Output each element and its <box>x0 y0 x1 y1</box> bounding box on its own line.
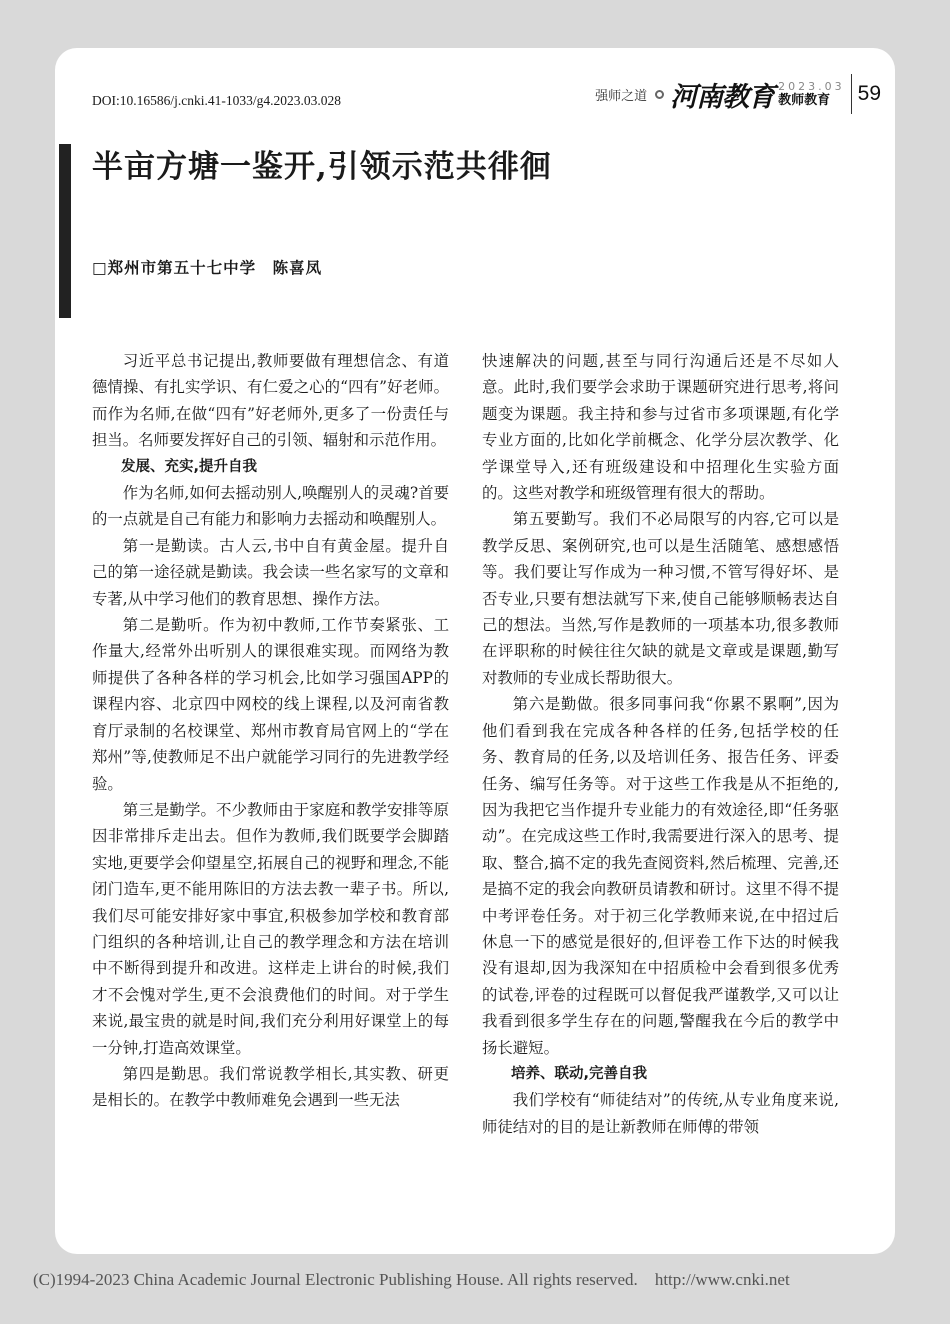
paragraph: 习近平总书记提出,教师要做有理想信念、有道德情操、有扎实学识、有仁爱之心的“四有”好老师。而作为名师,在做“四有”好老师外,更多了一份责任与担当。名师要发挥好自己的引领、辐射和示范作用。 <box>92 352 449 450</box>
paragraph: 第五要勤写。我们不必局限写的内容,它可以是教学反思、案例研究,也可以是生活随笔、感想感悟等。我们要让写作成为一种习惯,不管写得好坏、是否专业,只要有想法就写下来,使自己能够顺畅表达自己的想法。当然,写作是教师的一项基本功,很多教师在评职称的时候往往欠缺的就是文章或是课题,勤写对教师的专业成长帮助很大。 <box>482 510 839 687</box>
paragraph: 第四是勤思。我们常说教学相长,其实教、研更是相长的。在教学中教师难免会遇到一些无法 <box>92 1064 449 1110</box>
copyright-text: (C)1994-2023 China Academic Journal Electronic Publishing House. All rights reserved. <box>33 1270 638 1289</box>
paragraph: 第一是勤读。古人云,书中自有黄金屋。提升自己的第一途径就是勤读。我会读一些名家写的文章和专著,从中学习他们的教育思想、操作方法。 <box>92 536 449 608</box>
paragraph: 我们学校有“师徒结对”的传统,从专业角度来说,师徒结对的目的是让新教师在师傅的带领 <box>482 1091 839 1136</box>
doi: DOI:10.16586/j.cnki.41-1033/g4.2023.03.028 <box>92 93 341 108</box>
paragraph: 第三是勤学。不少教师由于家庭和教学安排等原因非常排斥走出去。但作为教师,我们既要学会脚踏实地,更要学会仰望星空,拓展自己的视野和理念,不能闭门造车,更不能用陈旧的方法去教一辈子书。所以,我们尽可能安排好家中事宜,积极参加学校和教育部门组织的各种培训,让自己的教学理念和方法在培训中不断得到提升和改进。这样走上讲台的时候,我们才不会愧对学生,更不会浪费他们的时间。对于学生来说,最宝贵的就是时间,我们充分利用好课堂上的每一分钟,打造高效课堂。 <box>92 800 449 1057</box>
circle-icon <box>655 90 664 99</box>
paragraph: 第六是勤做。很多同事问我“你累不累啊”,因为他们看到我在完成各种各样的任务,包括学校的任务、教育局的任务,以及培训任务、报告任务、评委任务、编写任务等。对于这些工作我是从不拒绝的,因为我把它当作提升专业能力的有效途径,即“任务驱动”。在完成这些工作时,我需要进行深入的思考、提取、整合,搞不定的我先查阅资料,然后梳理、完善,还是搞不定的我会向教研员请教和研讨。这里不得不提中考评卷任务。对于初三化学教师来说,在中招过后休息一下的感觉是很好的,但评卷工作下达的时候我没有退却,因为我深知在中招质检中会看到很多优秀的试卷,评卷的过程既可以督促我严谨教学,又可以让我看到很多学生存在的问题,警醒我在今后的教学中扬长避短。 <box>482 695 839 1057</box>
paragraph: 作为名师,如何去摇动别人,唤醒别人的灵魂?首要的一点就是自己有能力和影响力去摇动和唤醒别人。 <box>92 484 449 529</box>
page-number: 59 <box>857 82 881 105</box>
paragraph: 快速解决的问题,甚至与同行沟通后还是不尽如人意。此时,我们要学会求助于课题研究进行思考,将问题变为课题。我主持和参与过省市多项课题,有化学专业方面的,比如化学前概念、化学分层次教学、化学课堂导入,还有班级建设和中招理化生实验方面的。这些对教学和班级管理有很大的帮助。 <box>482 352 839 503</box>
paragraph: 第二是勤听。作为初中教师,工作节奏紧张、工作量大,经常外出听别人的课很难实现。而网络为教师提供了各种各样的学习机会,比如学习强国APP的课程内容、北京四中网校的线上课程,以及河南省教育厅录制的名校课堂、郑州市教育局官网上的“学在郑州”等,使教师足不出户就能学习同行的先进教学经验。 <box>92 616 449 793</box>
copyright-footer <box>33 1270 790 1290</box>
right-text-column <box>482 348 839 1140</box>
sub-journal: 教师教育 <box>778 93 831 108</box>
article-title: 半亩方塘一鉴开,引领示范共徘徊 <box>92 149 552 185</box>
cnki-url: http://www.cnki.net <box>654 1270 790 1289</box>
issue-number: 2023.03 <box>778 80 845 93</box>
title-accent-bar <box>59 144 71 318</box>
left-text-column <box>92 348 449 1114</box>
column-name: 强师之道 <box>595 88 648 104</box>
journal-logo: 河南教育 <box>670 81 775 113</box>
running-header <box>595 74 895 114</box>
header-divider <box>851 74 852 114</box>
section-heading: 发展、充实,提升自我 <box>121 458 258 475</box>
section-heading: 培养、联动,完善自我 <box>511 1065 648 1082</box>
issue-block <box>778 81 845 107</box>
author-byline: □郑州市第五十七中学 陈喜凤 <box>92 259 323 277</box>
journal-page <box>55 48 895 1254</box>
